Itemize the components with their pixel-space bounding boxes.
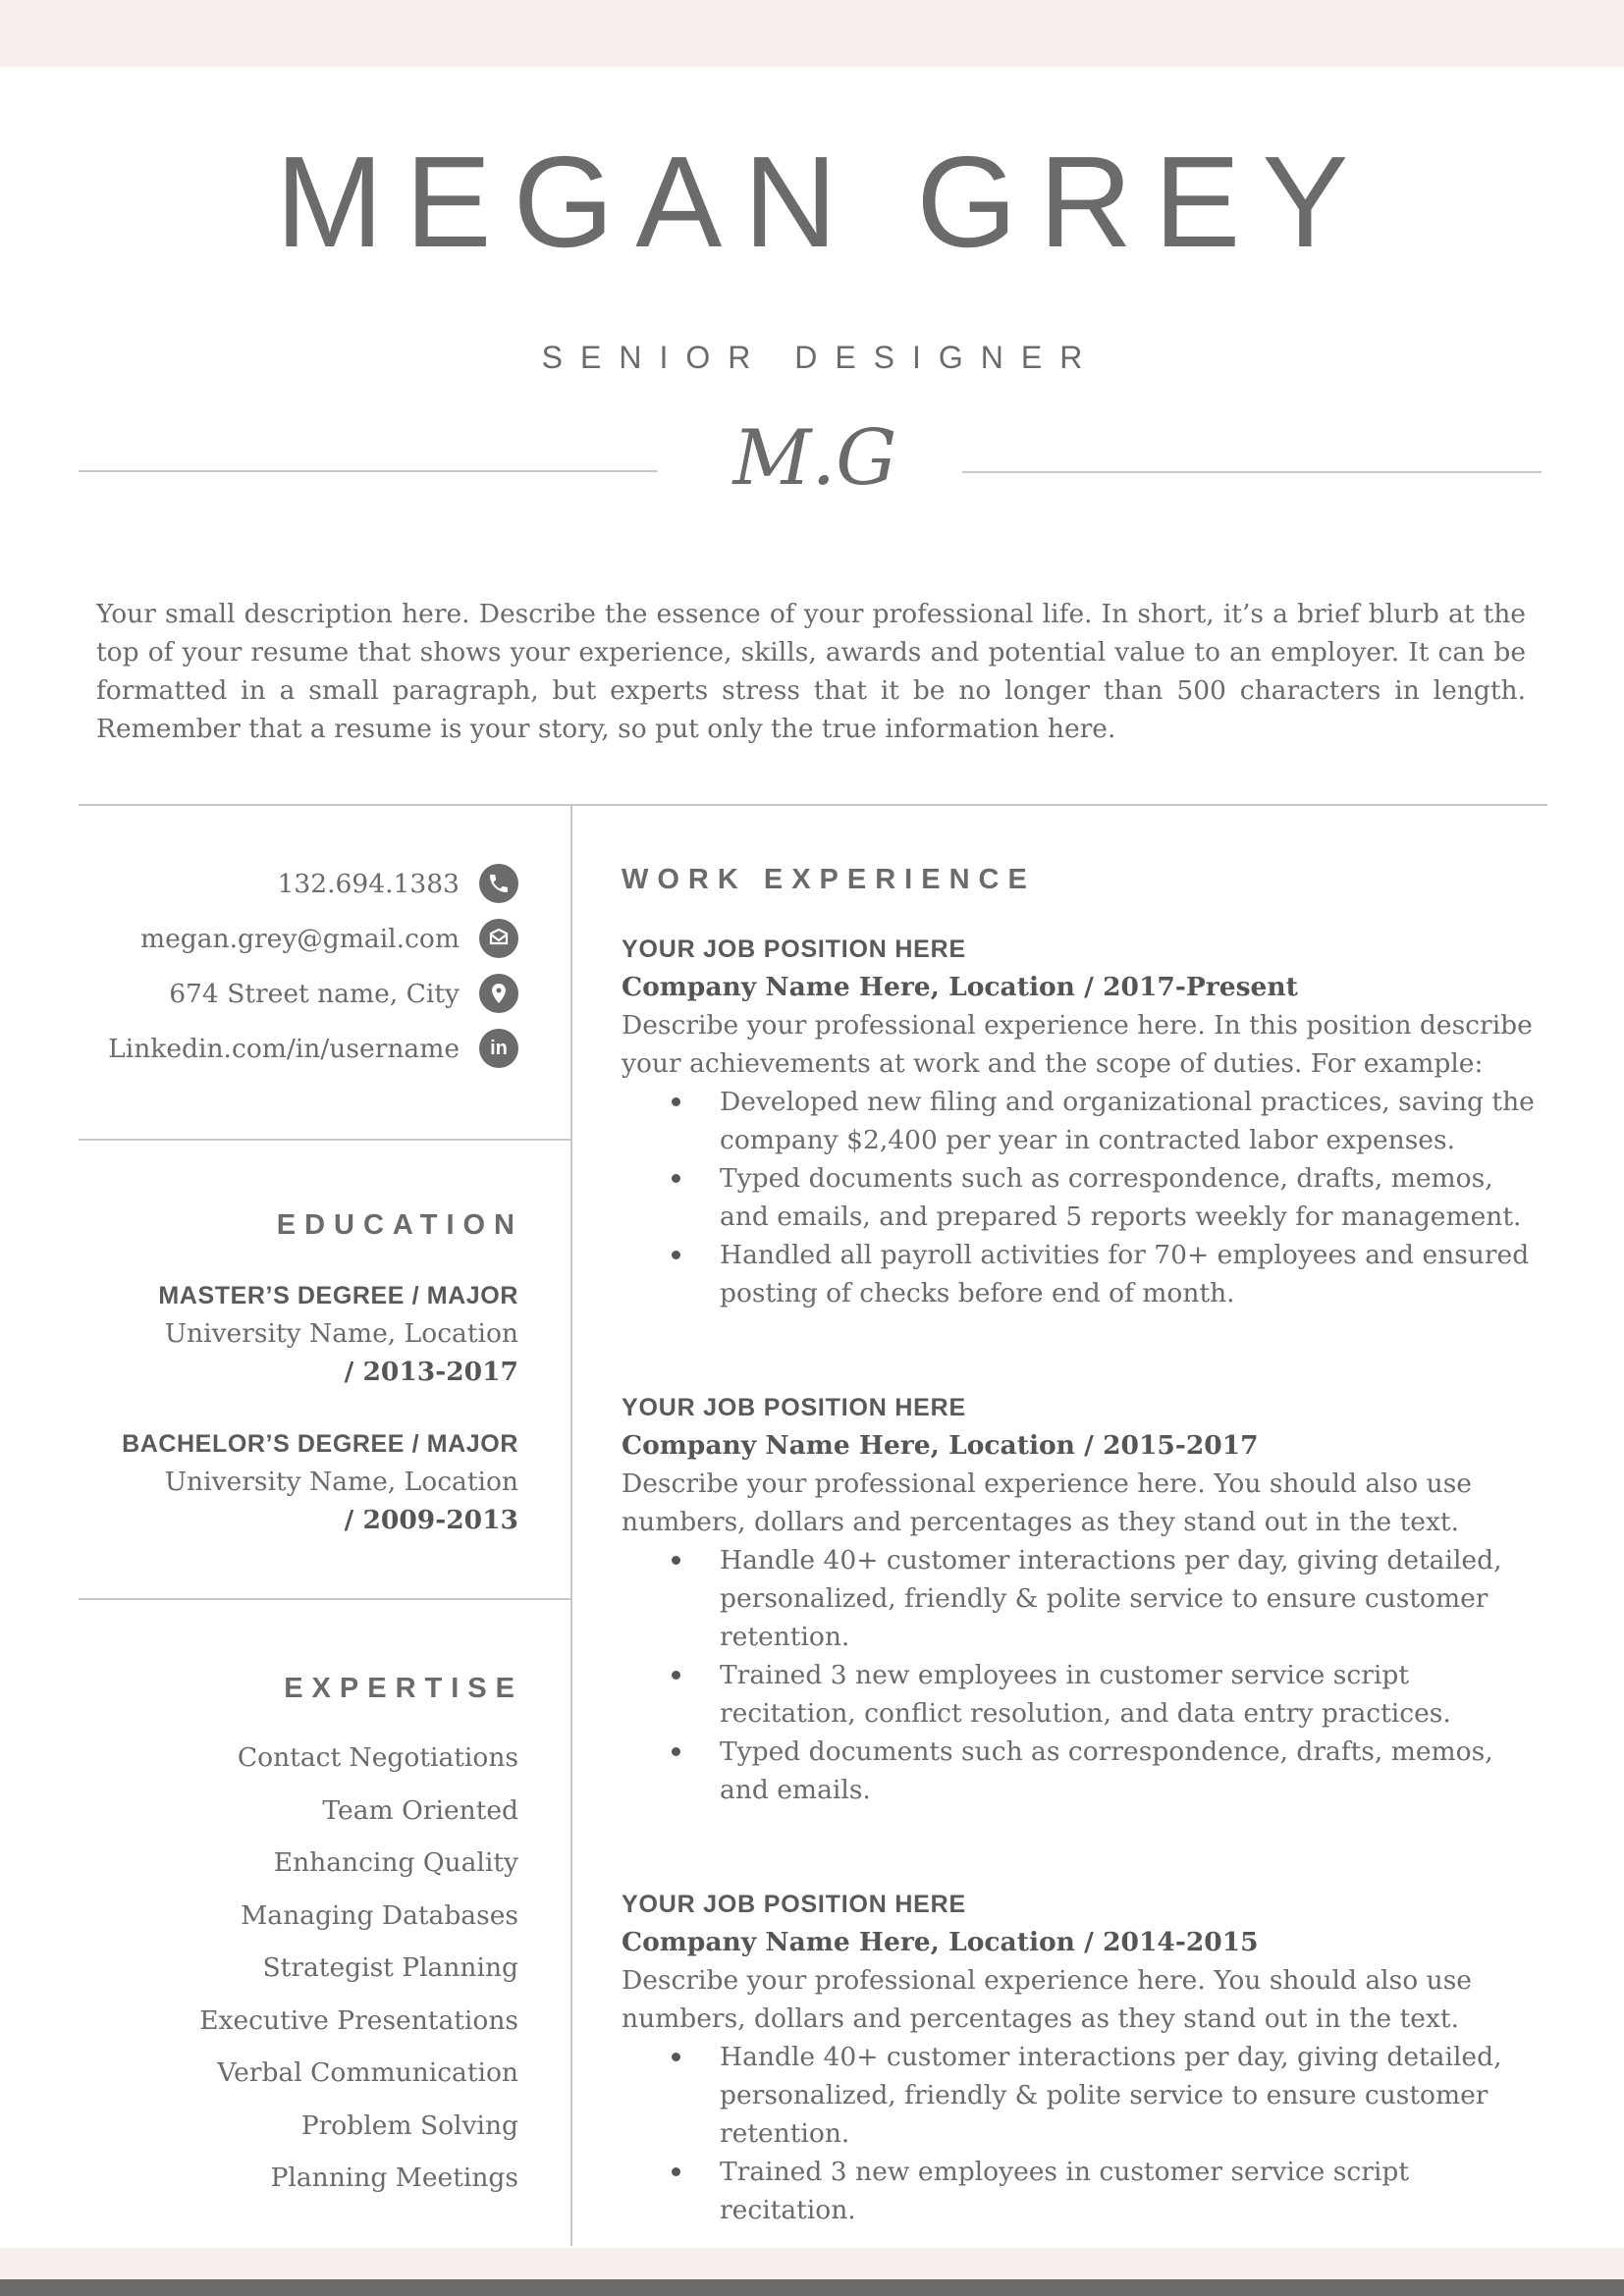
expertise-list — [199, 1732, 518, 2205]
degree-school: University Name, Location — [164, 1467, 518, 1497]
expertise-item: Problem Solving — [300, 2109, 518, 2141]
job-company: Company Name Here, Location / 2015-2017 — [622, 1430, 1259, 1461]
email-text: megan.grey@gmail.com — [139, 923, 460, 954]
job-entry — [622, 931, 1535, 1312]
expertise-item: Strategist Planning — [262, 1952, 518, 1983]
education-heading: EDUCATION — [276, 1209, 523, 1241]
job-bullet: Typed documents such as correspondence, drafts, memos, and emails, and prepared 5 reports weekly for management. — [720, 1159, 1535, 1236]
phone-icon — [479, 864, 518, 903]
job-bullet: Handle 40+ customer interactions per day, giving detailed, personalized, friendly & polite service to ensure customer retention. — [720, 2038, 1535, 2153]
summary-paragraph: Your small description here. Describe the essence of your professional life. In short, it’s a brief blurb at the top of your resume that shows your experience, skills, awards and potential value to an employer. It can be formatted in a small paragraph, but experts stress that it be no longer than 500 characters in length. Remember that a resume is your story, so put only the true information here. — [96, 599, 1526, 744]
expertise-item: Enhancing Quality — [273, 1847, 518, 1878]
degree-years: / 2009-2013 — [344, 1505, 518, 1535]
monogram: M.G — [732, 414, 897, 503]
expertise-item: Team Oriented — [322, 1794, 518, 1826]
job-bullet: Handle 40+ customer interactions per day, giving detailed, personalized, friendly & polite service to ensure customer retention. — [720, 1541, 1535, 1656]
address-text: 674 Street name, City — [169, 978, 460, 1009]
work-experience-heading: WORK EXPERIENCE — [622, 864, 1036, 895]
job-bullets — [622, 2038, 1535, 2229]
job-company: Company Name Here, Location / 2017-Present — [622, 972, 1298, 1002]
job-bullet: Trained 3 new employees in customer service script recitation. — [720, 2153, 1535, 2229]
education-item — [158, 1277, 518, 1391]
expertise-item: Managing Databases — [241, 1899, 518, 1931]
job-description: Describe your professional experience here. In this position describe your achievements at work and the scope of duties. For example: — [622, 1010, 1533, 1079]
job-bullet: Handled all payroll activities for 70+ employees and ensured posting of checks before end of month. — [720, 1236, 1535, 1312]
linkedin-text: Linkedin.com/in/username — [108, 1033, 460, 1064]
section-divider — [79, 804, 1547, 806]
job-company: Company Name Here, Location / 2014-2015 — [622, 1927, 1259, 1957]
degree-years: / 2013-2017 — [344, 1357, 518, 1387]
degree-title: BACHELOR’S DEGREE / MAJOR — [122, 1430, 518, 1458]
resume-name: MEGAN GREY — [275, 130, 1371, 274]
expertise-item: Executive Presentations — [199, 2004, 518, 2036]
expertise-item: Verbal Communication — [217, 2057, 518, 2088]
contact-email — [140, 919, 518, 958]
contact-divider — [79, 1139, 571, 1141]
envelope-icon — [479, 919, 518, 958]
contact-address — [169, 974, 518, 1013]
contact-linkedin — [108, 1029, 518, 1068]
contact-phone — [278, 864, 518, 903]
job-title: YOUR JOB POSITION HERE — [622, 935, 966, 963]
degree-title: MASTER’S DEGREE / MAJOR — [158, 1282, 518, 1309]
linkedin-icon-text: in — [490, 1037, 508, 1059]
job-description: Describe your professional experience here. You should also use numbers, dollars and percentages as they stand out in the text. — [622, 1468, 1472, 1537]
job-entry — [622, 1886, 1535, 2229]
job-bullets — [622, 1083, 1535, 1312]
job-title: YOUR JOB POSITION HERE — [622, 1394, 966, 1421]
expertise-item: Contact Negotiations — [237, 1742, 518, 1773]
degree-school: University Name, Location — [164, 1318, 518, 1349]
resume-title: SENIOR DESIGNER — [541, 340, 1101, 375]
job-bullet: Trained 3 new employees in customer service script recitation, conflict resolution, and data entry practices. — [720, 1656, 1535, 1733]
linkedin-icon — [479, 1029, 518, 1068]
job-bullets — [622, 1541, 1535, 1809]
column-divider — [570, 805, 572, 2246]
phone-text: 132.694.1383 — [277, 868, 460, 899]
expertise-item: Planning Meetings — [270, 2163, 518, 2193]
bottom-bar — [0, 2279, 1624, 2296]
job-bullet: Typed documents such as correspondence, drafts, memos, and emails. — [720, 1733, 1535, 1809]
expertise-heading: EXPERTISE — [284, 1673, 523, 1704]
header-rule-right — [962, 471, 1542, 473]
job-title: YOUR JOB POSITION HERE — [622, 1891, 966, 1918]
top-band — [0, 0, 1624, 67]
education-item — [122, 1425, 518, 1539]
location-pin-icon — [479, 974, 518, 1013]
job-bullet: Developed new filing and organizational practices, saving the company $2,400 per year in contracted labor expenses. — [720, 1083, 1535, 1159]
education-divider — [79, 1598, 571, 1600]
header-rule-left — [79, 470, 658, 472]
job-entry — [622, 1389, 1535, 1809]
job-description: Describe your professional experience here. You should also use numbers, dollars and percentages as they stand out in the text. — [622, 1965, 1472, 2034]
